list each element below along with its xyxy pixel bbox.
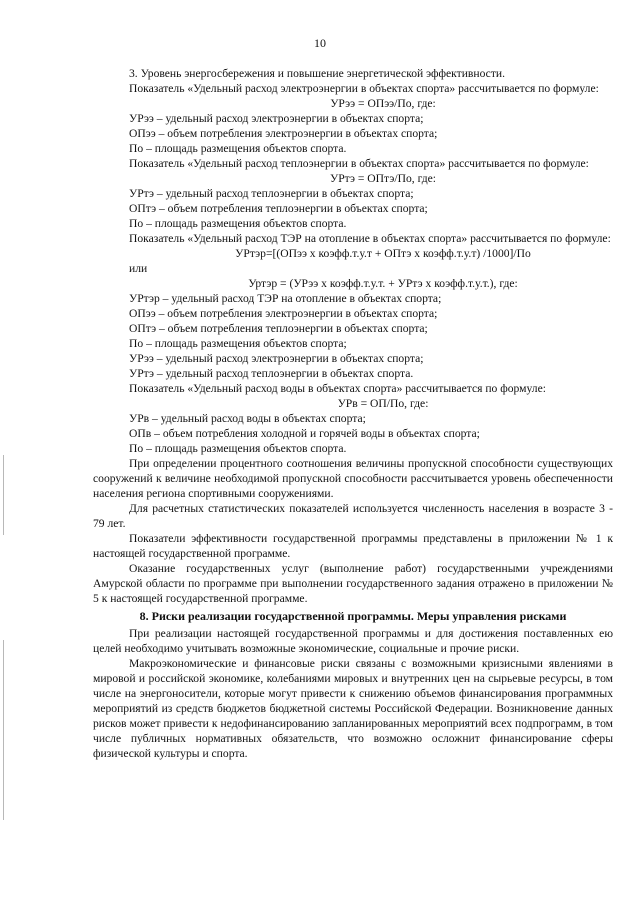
definition-line: УРээ – удельный расход электроэнергии в объектах спорта; bbox=[129, 352, 424, 365]
definition-line: УРв – удельный расход воды в объектах спорта; bbox=[129, 412, 366, 425]
definition-line: ОПээ – объем потребления электроэнергии в объектах спорта; bbox=[129, 307, 438, 320]
definition-line: ОПв – объем потребления холодной и горячей воды в объектах спорта; bbox=[129, 427, 480, 440]
formula: УРв = ОП/По, где: bbox=[337, 397, 429, 410]
definition-line: УРтэр – удельный расход ТЭР на отопление в объектах спорта; bbox=[129, 292, 442, 305]
paragraph: Показатель «Удельный расход ТЭР на отопление в объектах спорта» рассчитывается по формуле: bbox=[129, 232, 611, 245]
paragraph: Показатель «Удельный расход электроэнергии в объектах спорта» рассчитывается по формуле: bbox=[129, 82, 599, 95]
formula: Уртэр = (УРээ х коэфф.т.у.т. + УРтэ х коэфф.т.у.т.), где: bbox=[248, 277, 518, 290]
section-heading-8: 8. Риски реализации государственной программы. Меры управления рисками bbox=[139, 609, 567, 623]
definition-line: УРтэ – удельный расход теплоэнергии в объектах спорта. bbox=[129, 367, 414, 380]
paragraph: Оказание государственных услуг (выполнение работ) государственными учреждениями Амурской области по программе при выполнении государственного задания отражено в приложении № 5 к настоящей государственной программе. bbox=[93, 562, 613, 605]
definition-line: ОПтэ – объем потребления теплоэнергии в объектах спорта; bbox=[129, 202, 428, 215]
section-heading-3: 3. Уровень энергосбережения и повышение энергетической эффективности. bbox=[129, 67, 505, 80]
formula: УРээ = ОПээ/По, где: bbox=[330, 97, 436, 110]
scan-edge-line bbox=[3, 455, 4, 535]
scan-edge-line-lower bbox=[3, 640, 4, 820]
formula: УРтэр=[(ОПээ х коэфф.т.у.т + ОПтэ х коэфф.т.у.т) /1000]/По bbox=[235, 247, 531, 260]
paragraph: Показатель «Удельный расход теплоэнергии в объектах спорта» рассчитывается по формуле: bbox=[129, 157, 589, 170]
paragraph: Показатели эффективности государственной программы представлены в приложении № 1 к настоящей государственной программе. bbox=[93, 532, 613, 560]
formula: УРтэ = ОПтэ/По, где: bbox=[329, 172, 437, 185]
definition-line: УРтэ – удельный расход теплоэнергии в объектах спорта; bbox=[129, 187, 414, 200]
paragraph: При определении процентного соотношения величины пропускной способности существующих сооружений к величине необходимой пропускной способности рассчитывается уровень обеспеченности населения региона спортивными сооружениями. bbox=[93, 457, 613, 500]
definition-line: По – площадь размещения объектов спорта. bbox=[129, 142, 347, 155]
definition-line: УРээ – удельный расход электроэнергии в объектах спорта; bbox=[129, 112, 424, 125]
definition-line: По – площадь размещения объектов спорта. bbox=[129, 217, 347, 230]
paragraph: Показатель «Удельный расход воды в объектах спорта» рассчитывается по формуле: bbox=[129, 382, 546, 395]
page-number: 10 bbox=[314, 36, 326, 50]
definition-line: ОПээ – объем потребления электроэнергии в объектах спорта; bbox=[129, 127, 438, 140]
document-body bbox=[93, 66, 613, 761]
definition-line: По – площадь размещения объектов спорта. bbox=[129, 442, 347, 455]
paragraph: Для расчетных статистических показателей используется численность населения в возрасте 3 - 79 лет. bbox=[93, 502, 613, 530]
definition-line: По – площадь размещения объектов спорта; bbox=[129, 337, 347, 350]
paragraph: При реализации настоящей государственной программы и для достижения поставленных ею целей необходимо учитывать возможные экономические, социальные и прочие риски. bbox=[93, 627, 613, 655]
paragraph: Макроэкономические и финансовые риски связаны с возможными кризисными явлениями в мировой и российской экономике, колебаниями мировых и внутренних цен на сырьевые ресурсы, в том числе на энергоносители, которые могут привести к снижению объемов финансирования программных мероприятий из средств бюджетов бюджетной системы Российской Федерации. Возникновение данных рисков может привести к недофинансированию запланированных мероприятий всех подпрограмм, в том числе публичных нормативных обязательств, что возможно осложнит финансирование сферы физической культуры и спорта. bbox=[93, 657, 613, 760]
definition-line: ОПтэ – объем потребления теплоэнергии в объектах спорта; bbox=[129, 322, 428, 335]
conjunction-or: или bbox=[129, 262, 148, 275]
